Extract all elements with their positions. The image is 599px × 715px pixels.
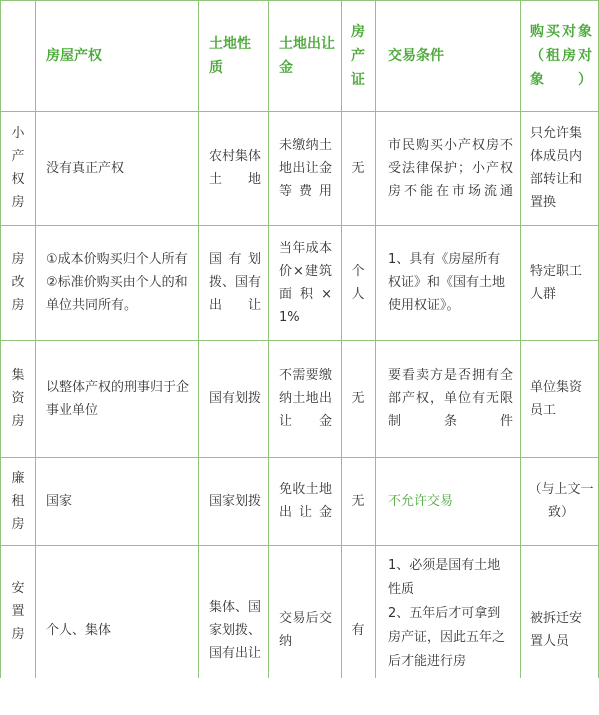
row-certificate: 无 — [351, 160, 365, 176]
row-trade-conditions: 1、具有《房屋所有权证》和《国有土地使用权证》。 — [388, 252, 506, 313]
row-trade-conditions: 1、必须是国有土地性质 2、五年后才可拿到房产证，因此五年之后才能进行房 — [388, 558, 506, 669]
row-certificate: 无 — [351, 493, 365, 509]
header-land-nature: 土地性质 — [209, 35, 251, 76]
row-type: 小产权房 — [11, 126, 25, 210]
row-land-nature: 国家划拨 — [209, 493, 262, 509]
grid-line — [375, 0, 376, 678]
row-buyer: 特定职工人群 — [530, 263, 583, 302]
header-buyer: 购买对象（租房对象） — [530, 23, 592, 88]
header-property-rights: 房屋产权 — [46, 47, 102, 64]
header-trade-conditions: 交易条件 — [388, 47, 444, 64]
row-trade-conditions: 不允许交易 — [388, 493, 454, 509]
grid-line — [520, 0, 521, 678]
header-land-transfer-fee: 土地出让金 — [279, 35, 335, 76]
row-buyer: 被拆迁安置人员 — [530, 611, 583, 649]
header-certificate: 房产证 — [351, 23, 365, 88]
row-land-transfer-fee: 当年成本价×建筑面积×1% — [279, 240, 332, 325]
row-certificate: 无 — [351, 391, 365, 406]
row-land-transfer-fee: 不需要缴纳土地出让金 — [279, 368, 332, 429]
row-buyer: 只允许集体成员内部转让和置换 — [530, 126, 583, 210]
row-trade-conditions: 要看卖方是否拥有全部产权，单位有无限制条件 — [388, 368, 513, 429]
row-land-nature: 国有划拨、国有出让 — [209, 252, 262, 313]
row-property-rights: 没有真正产权 — [46, 160, 125, 176]
grid-line — [35, 0, 36, 678]
row-trade-conditions: 市民购买小产权房不受法律保护；小产权房不能在市场流通 — [388, 137, 513, 199]
row-buyer: （与上文一致） — [528, 482, 594, 520]
grid-line — [0, 0, 1, 678]
row-property-rights: 以整体产权的刑事归于企事业单位 — [46, 379, 190, 418]
row-land-nature: 集体、国家划拨、国有出让 — [209, 599, 262, 661]
grid-line — [198, 0, 199, 678]
row-type: 房改房 — [11, 252, 25, 313]
grid-line — [341, 0, 342, 678]
row-type: 安置房 — [11, 581, 25, 642]
row-property-rights: ①成本价购买归个人所有②标准价购买由个人的和单位共同所有。 — [46, 252, 188, 313]
row-land-transfer-fee: 免收土地出让金 — [279, 482, 332, 520]
row-land-nature: 农村集体土地 — [209, 149, 262, 187]
row-property-rights: 个人、集体 — [46, 622, 112, 638]
row-buyer: 单位集资员工 — [530, 379, 583, 418]
row-certificate: 个人 — [351, 263, 365, 302]
row-type: 廉租房 — [11, 470, 25, 532]
row-land-nature: 国有划拨 — [209, 391, 262, 406]
grid-line — [268, 0, 269, 678]
row-property-rights: 国家 — [46, 493, 73, 509]
row-type: 集资房 — [11, 368, 25, 429]
row-certificate: 有 — [351, 622, 365, 638]
row-land-transfer-fee: 未缴纳土地出让金等费用 — [279, 137, 332, 199]
row-land-transfer-fee: 交易后交纳 — [279, 611, 332, 649]
